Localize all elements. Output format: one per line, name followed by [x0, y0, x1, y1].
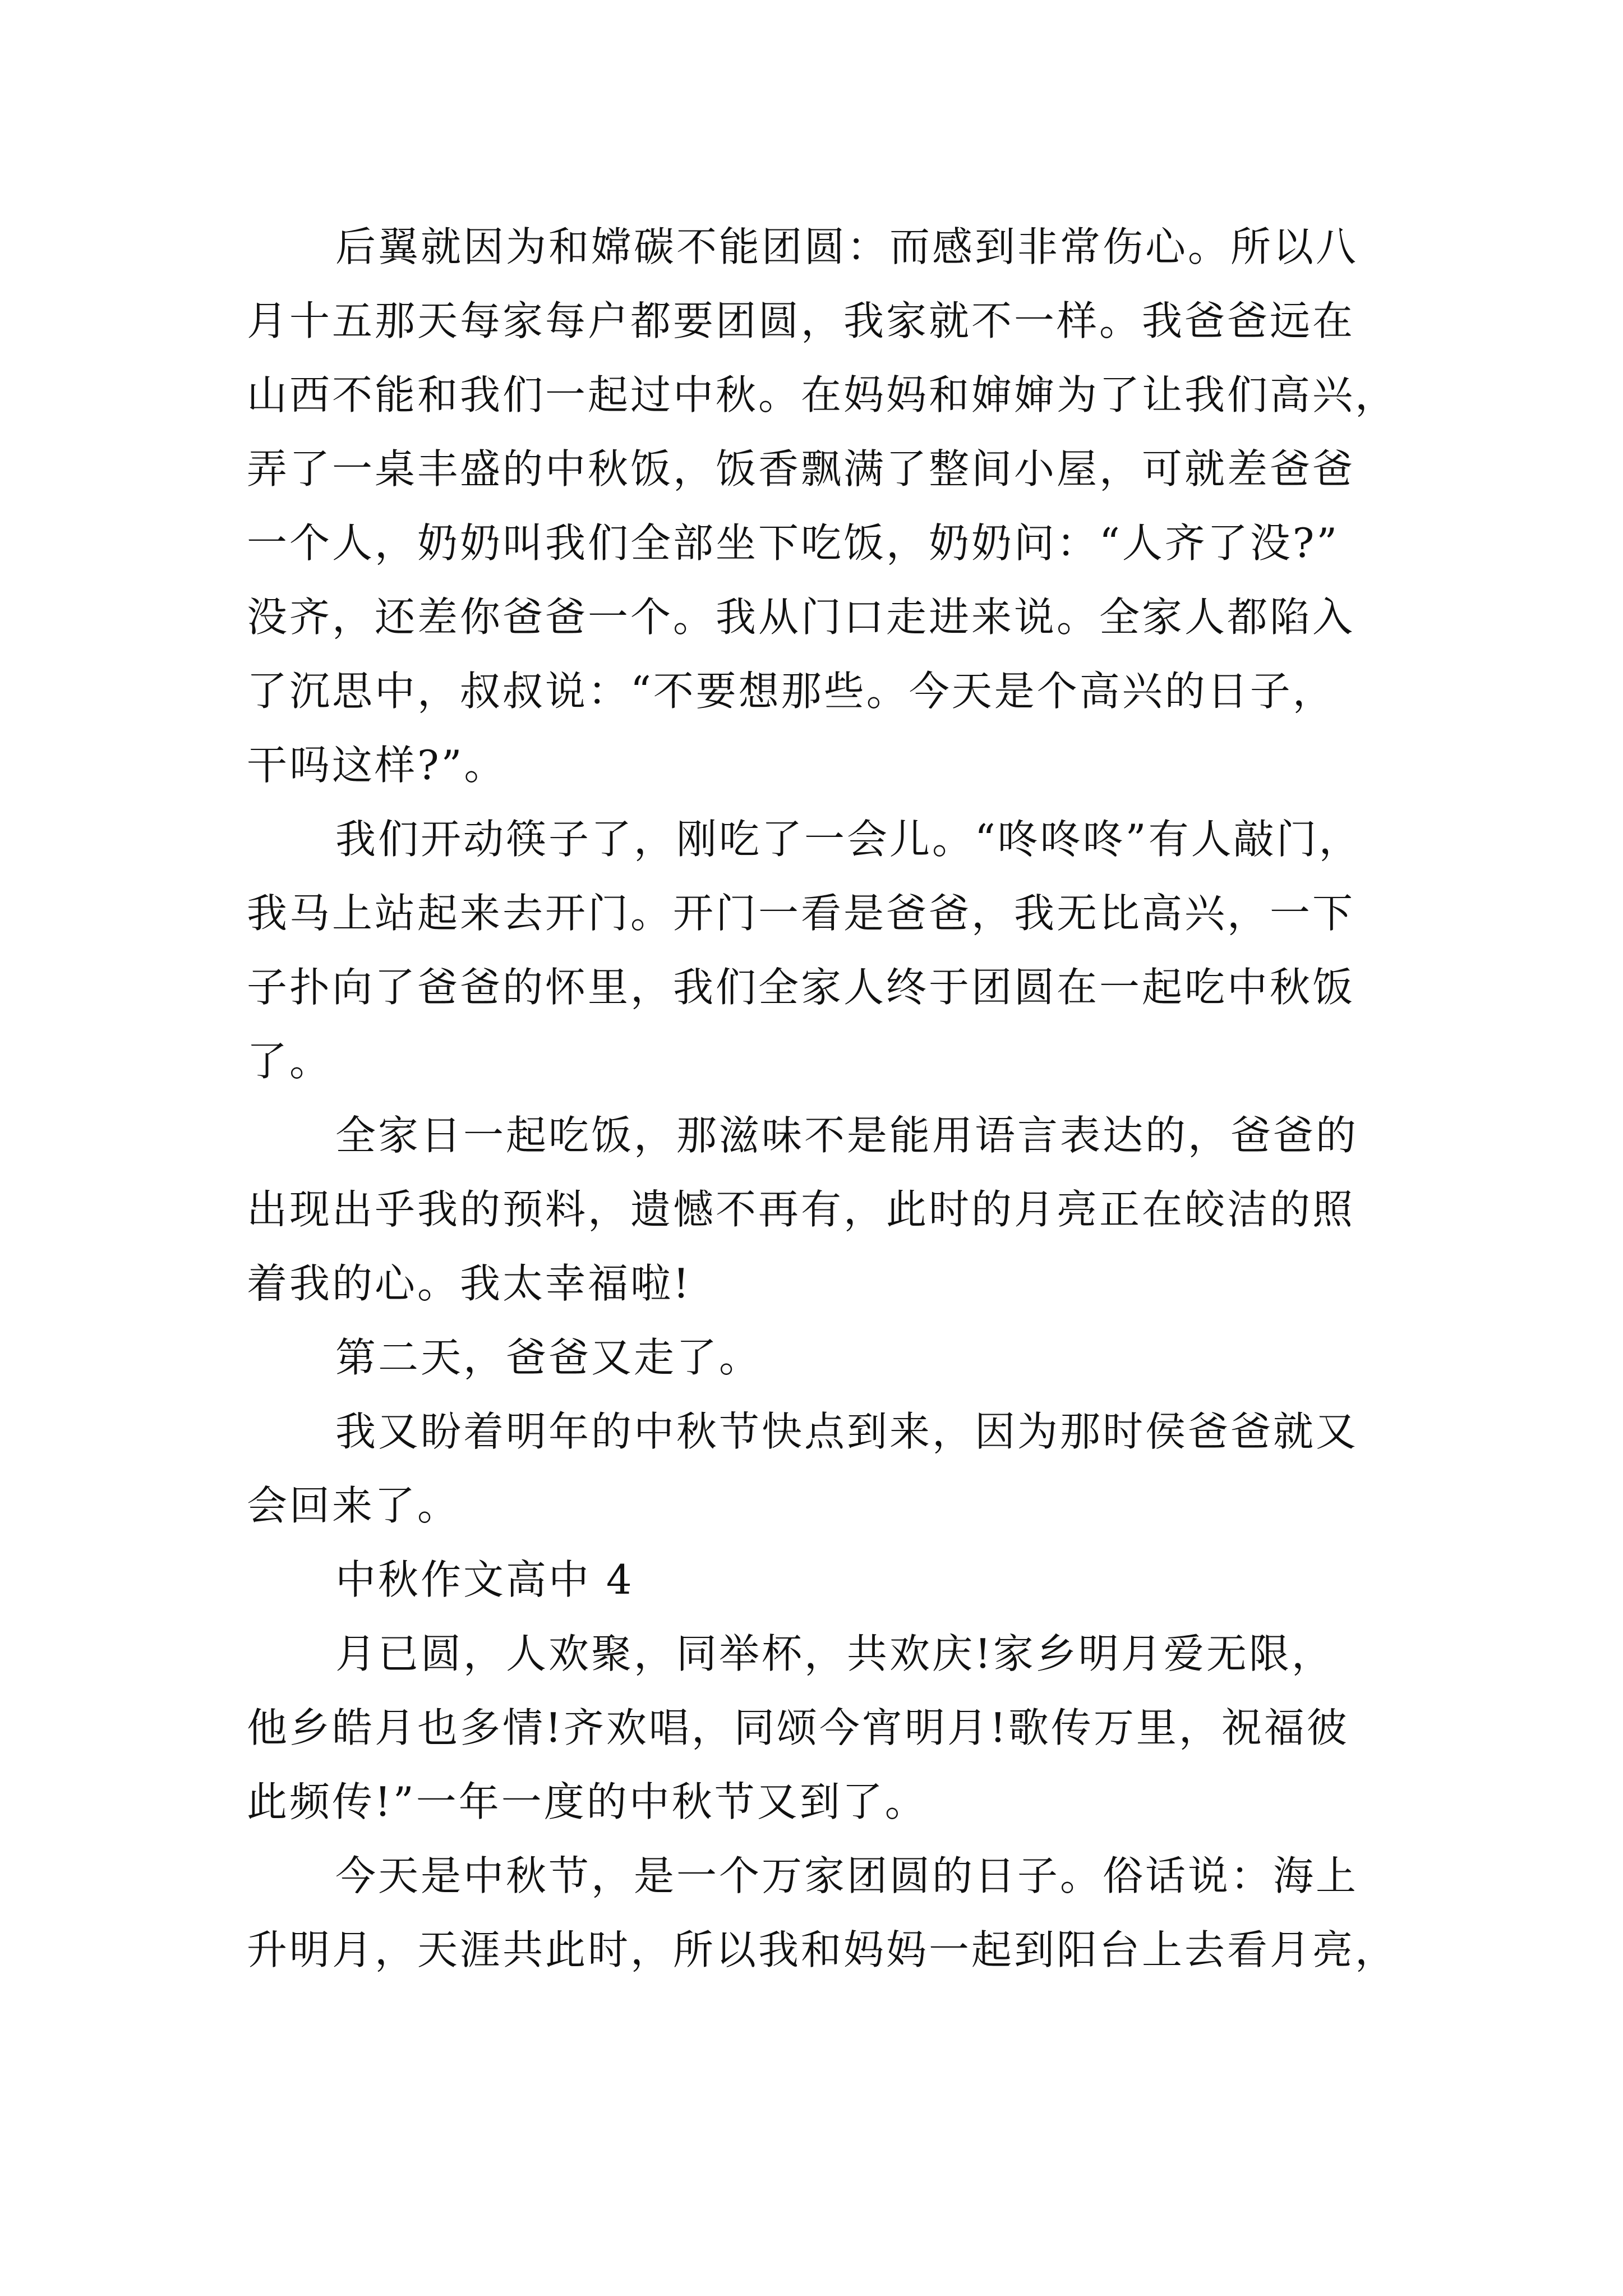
text-line: 没齐，还差你爸爸一个。我从门口走进来说。全家人都陷入 — [247, 593, 1355, 641]
text-line: 一个人，奶奶叫我们全部坐下吃饭，奶奶问：“人齐了没?” — [247, 519, 1340, 567]
text-line: 了沉思中，叔叔说：“不要想那些。今天是个高兴的日子， — [247, 668, 1335, 715]
text-line: 山西不能和我们一起过中秋。在妈妈和婶婶为了让我们高兴， — [247, 371, 1398, 418]
text-line: 此频传!”一年一度的中秋节又到了。 — [247, 1778, 928, 1825]
text-line: 子扑向了爸爸的怀里，我们全家人终于团圆在一起吃中秋饭 — [247, 964, 1355, 1011]
text-line: 月十五那天每家每户都要团圆，我家就不一样。我爸爸远在 — [247, 297, 1355, 344]
text-line: 出现出乎我的预料，遗憾不再有，此时的月亮正在皎洁的照 — [247, 1186, 1355, 1233]
text-line: 第二天，爸爸又走了。 — [335, 1334, 762, 1381]
text-line: 升明月，天涯共此时，所以我和妈妈一起到阳台上去看月亮， — [247, 1926, 1398, 1973]
text-line: 了。 — [247, 1038, 333, 1085]
text-line: 弄了一桌丰盛的中秋饭，饭香飘满了整间小屋，可就差爸爸 — [247, 445, 1355, 493]
text-line: 他乡皓月也多情!齐欢唱，同颂今宵明月!歌传万里，祝福彼 — [247, 1704, 1349, 1751]
text-line: 干吗这样?”。 — [247, 742, 507, 789]
text-line: 我又盼着明年的中秋节快点到来，因为那时侯爸爸就又 — [335, 1408, 1359, 1455]
text-line: 全家日一起吃饭，那滋味不是能用语言表达的，爸爸的 — [335, 1112, 1359, 1159]
text-line: 我们开动筷子了，刚吃了一会儿。“咚咚咚”有人敲门， — [335, 816, 1362, 863]
text-line: 着我的心。我太幸福啦! — [247, 1260, 691, 1307]
text-line: 月已圆，人欢聚，同举杯，共欢庆!家乡明月爱无限， — [335, 1630, 1334, 1677]
text-line: 后翼就因为和嫦碳不能团圆：而感到非常伤心。所以八 — [335, 223, 1359, 270]
text-line: 我马上站起来去开门。开门一看是爸爸，我无比高兴，一下 — [247, 890, 1355, 937]
text-line: 会回来了。 — [247, 1482, 460, 1529]
section-heading: 中秋作文高中 4 — [335, 1556, 634, 1603]
text-line: 今天是中秋节，是一个万家团圆的日子。俗话说：海上 — [335, 1852, 1359, 1899]
